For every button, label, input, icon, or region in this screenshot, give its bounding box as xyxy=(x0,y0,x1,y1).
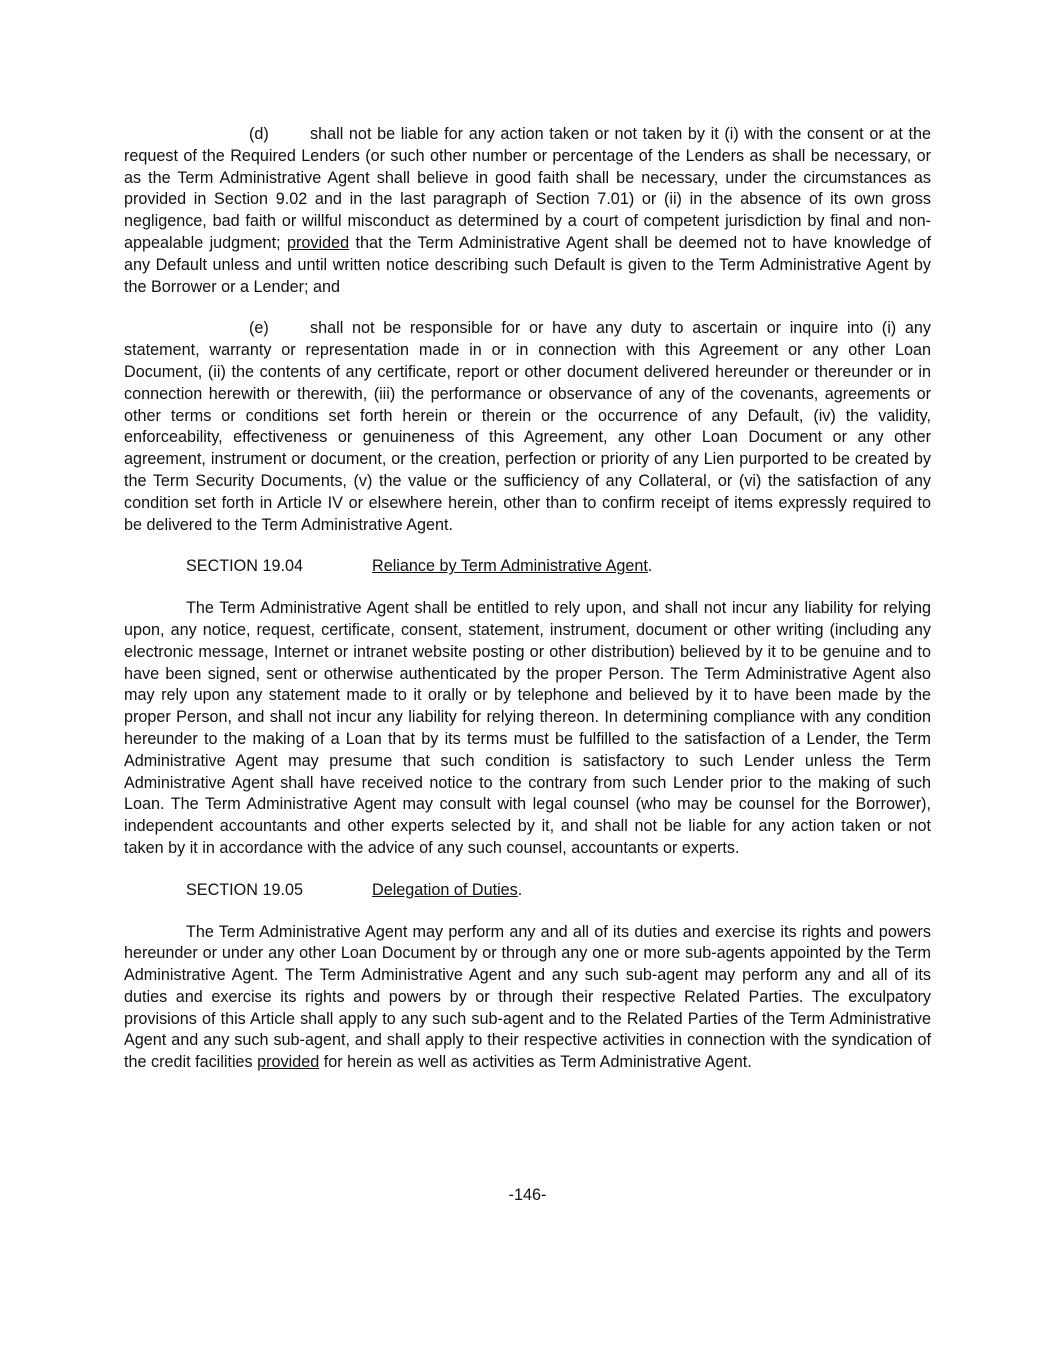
section-1905-title: Delegation of Duties xyxy=(372,880,518,899)
section-1904-title: Reliance by Term Administrative Agent xyxy=(372,557,648,576)
section-1905-body-after: for herein as well as activities as Term Administrative Agent. xyxy=(319,1053,752,1072)
section-1904-body: The Term Administrative Agent shall be entitled to rely upon, and shall not incur any liability for relying upon, any notice, request, certificate, consent, statement, instrument, document or other writing (including any electronic message, Internet or intranet website posting or other distribution) believed by it to be genuine and to have been signed, sent or otherwise authenticated by the proper Person. The Term Administrative Agent also may rely upon any statement made to it orally or by telephone and believed by it to have been made by the proper Person, and shall not incur any liability for relying thereon. In determining compliance with any condition hereunder to the making of a Loan that by its terms must be fulfilled to the satisfaction of a Lender, the Term Administrative Agent may presume that such condition is satisfactory to such Lender unless the Term Administrative Agent shall have received notice to the contrary from such Lender prior to the making of such Loan. The Term Administrative Agent may consult with legal counsel (who may be counsel for the Borrower), independent accountants and other experts selected by it, and shall not be liable for any action taken or not taken by it in accordance with the advice of any such counsel, accountants or experts. xyxy=(124,599,931,857)
page-number: -146- xyxy=(508,1186,547,1204)
document-page xyxy=(124,124,931,1094)
section-1905-provided: provided xyxy=(257,1053,320,1072)
paragraph-d-label: (d) xyxy=(249,125,269,143)
section-1904-period: . xyxy=(647,557,653,576)
paragraph-e xyxy=(124,318,931,536)
section-1905-period: . xyxy=(517,880,523,899)
section-1905-number: SECTION 19.05 xyxy=(186,880,303,899)
section-1905-body-before: The Term Administrative Agent may perform any and all of its duties and exercise its rights and powers hereunder or under any other Loan Document by or through any one or more sub-agents appointed by the Term Administrative Agent. The Term Administrative Agent and any such sub-agent may perform any and all of its duties and exercise its rights and powers by or through their respective Related Parties. The exculpatory provisions of this Article shall apply to any such sub-agent and to the Related Parties of the Term Administrative Agent and any such sub-agent, and shall apply to their respective activities in connection with the syndication of the credit facilities xyxy=(124,922,931,1072)
paragraph-d-text-after: that the Term Administrative Agent shall be deemed not to have knowledge of any Default unless and until written notice describing such Default is given to the Term Administrative Agent by the Borrower or a Lender; and xyxy=(124,233,931,296)
section-1905-heading xyxy=(186,880,931,902)
section-1904-number: SECTION 19.04 xyxy=(186,557,303,576)
paragraph-d xyxy=(124,124,931,298)
section-1905-body xyxy=(124,922,931,1075)
section-1904-heading xyxy=(186,556,931,578)
paragraph-e-label: (e) xyxy=(249,319,269,338)
paragraph-e-text: shall not be responsible for or have any duty to ascertain or inquire into (i) any statement, warranty or representation made in or in connection with this Agreement or any other Loan Document, (ii) the contents of any certificate, report or other document delivered hereunder or thereunder or in connection herewith or therewith, (iii) the performance or observance of any of the covenants, agreements or other terms or conditions set forth herein or therein or the occurrence of any Default, (iv) the validity, enforceability, effectiveness or genuineness of this Agreement, any other Loan Document or any other agreement, instrument or document, or the creation, perfection or priority of any Lien purported to be created by the Term Security Documents, (v) the value or the sufficiency of any Collateral, or (vi) the satisfaction of any condition set forth in Article IV or elsewhere herein, other than to confirm receipt of items expressly required to be delivered to the Term Administrative Agent. xyxy=(124,319,931,534)
paragraph-d-provided: provided xyxy=(287,233,350,252)
paragraph-d-text-before: shall not be liable for any action taken or not taken by it (i) with the consent or at the request of the Required Lenders (or such other number or percentage of the Lenders as shall be necessary, or as the Term Administrative Agent shall believe in good faith shall be necessary, under the circumstances as provided in Section 9.02 and in the last paragraph of Section 7.01) or (ii) in the absence of its own gross negligence, bad faith or willful misconduct as determined by a court of competent jurisdiction by final and non-appealable judgment; xyxy=(124,125,931,252)
